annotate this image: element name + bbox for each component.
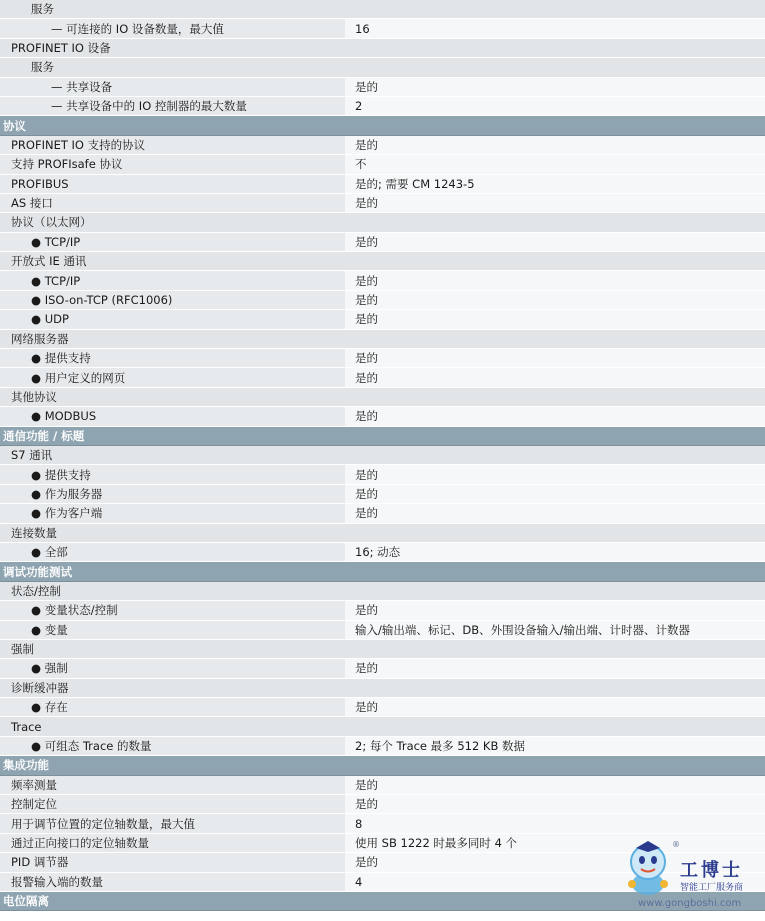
watermark-subtitle: 智能工厂服务商 xyxy=(680,883,744,893)
section-title: 调试功能测试 xyxy=(3,564,72,579)
spec-row xyxy=(0,601,765,620)
spec-label: 频率测量 xyxy=(11,777,57,792)
spec-row xyxy=(0,465,765,484)
spec-value: 4 xyxy=(345,873,765,891)
section-header xyxy=(0,756,765,775)
spec-row xyxy=(0,271,765,290)
section-title: 通信功能 / 标题 xyxy=(3,428,85,443)
group-header xyxy=(0,330,765,349)
group-title: S7 通讯 xyxy=(11,448,53,463)
spec-label: ● 变量 xyxy=(31,622,68,637)
spec-label: 通过正向接口的定位轴数量 xyxy=(11,835,149,850)
group-title: 服务 xyxy=(31,60,54,75)
spec-label: PID 调节器 xyxy=(11,855,69,870)
watermark-url: www.gongboshi.com xyxy=(638,898,742,909)
group-header xyxy=(0,252,765,271)
spec-row xyxy=(0,737,765,756)
group-title: 服务 xyxy=(31,2,54,17)
spec-value: 是的 xyxy=(345,659,765,677)
group-title: Trace xyxy=(11,719,42,734)
spec-row xyxy=(0,543,765,562)
group-header xyxy=(0,717,765,736)
spec-value: 输入/输出端、标记、DB、外围设备输入/输出端、计时器、计数器 xyxy=(345,621,765,639)
spec-row xyxy=(0,621,765,640)
group-title: PROFINET IO 设备 xyxy=(11,40,111,55)
section-header xyxy=(0,427,765,446)
spec-label: ● 作为客户端 xyxy=(31,506,103,521)
watermark-title: 工博士 xyxy=(680,860,743,881)
spec-label: PROFINET IO 支持的协议 xyxy=(11,137,146,152)
spec-label: ● 变量状态/控制 xyxy=(31,603,118,618)
group-header xyxy=(0,582,765,601)
spec-value: 2 xyxy=(345,97,765,115)
spec-row xyxy=(0,368,765,387)
group-header xyxy=(0,679,765,698)
group-title: 强制 xyxy=(11,642,34,657)
spec-value: 是的 xyxy=(345,795,765,813)
spec-label: ● 提供支持 xyxy=(31,351,91,366)
spec-value: 是的 xyxy=(345,310,765,328)
spec-row xyxy=(0,19,765,38)
spec-value: 16; 动态 xyxy=(345,543,765,561)
spec-row xyxy=(0,504,765,523)
spec-row xyxy=(0,291,765,310)
spec-value: 是的 xyxy=(345,776,765,794)
group-header xyxy=(0,58,765,77)
group-header xyxy=(0,213,765,232)
spec-row xyxy=(0,698,765,717)
spec-row xyxy=(0,485,765,504)
spec-value: 8 xyxy=(345,814,765,832)
spec-row xyxy=(0,407,765,426)
section-header xyxy=(0,562,765,581)
spec-value: 是的 xyxy=(345,465,765,483)
spec-label: 报警输入端的数量 xyxy=(11,874,103,889)
section-title: 电位隔离 xyxy=(3,894,49,909)
spec-row xyxy=(0,349,765,368)
group-title: 连接数量 xyxy=(11,525,57,540)
spec-row xyxy=(0,776,765,795)
spec-label: ● MODBUS xyxy=(31,409,97,424)
spec-label: — 共享设备中的 IO 控制器的最大数量 xyxy=(51,99,247,114)
spec-row xyxy=(0,155,765,174)
section-title: 集成功能 xyxy=(3,758,49,773)
section-title: 协议 xyxy=(3,118,26,133)
group-title: 其他协议 xyxy=(11,390,57,404)
spec-label: ● TCP/IP xyxy=(31,273,81,288)
spec-value: 是的 xyxy=(345,233,765,251)
spec-value: 是的 xyxy=(345,271,765,289)
spec-row xyxy=(0,78,765,97)
group-header xyxy=(0,446,765,465)
group-title: 诊断缓冲器 xyxy=(11,680,69,695)
spec-label: 支持 PROFIsafe 协议 xyxy=(11,157,123,172)
spec-value: 是的 xyxy=(345,368,765,386)
group-title: 网络服务器 xyxy=(11,331,69,346)
spec-value: 使用 SB 1222 时最多同时 4 个 xyxy=(345,834,765,852)
spec-label: ● 提供支持 xyxy=(31,467,91,482)
spec-row xyxy=(0,310,765,329)
spec-label: — 可连接的 IO 设备数量，最大值 xyxy=(51,21,224,36)
spec-value: 是的 xyxy=(345,78,765,96)
spec-value: 是的 xyxy=(345,136,765,154)
spec-value: 是的 xyxy=(345,407,765,425)
spec-label: AS 接口 xyxy=(11,196,53,211)
spec-row xyxy=(0,97,765,116)
spec-value: 是的 xyxy=(345,504,765,522)
spec-value: 是的 xyxy=(345,291,765,309)
spec-value: 16 xyxy=(345,19,765,37)
registered-mark: ® xyxy=(672,840,680,849)
spec-value: 2; 每个 Trace 最多 512 KB 数据 xyxy=(345,737,765,755)
spec-value: 是的 xyxy=(345,601,765,619)
spec-value: 是的 xyxy=(345,485,765,503)
section-header xyxy=(0,116,765,135)
spec-label: 控制定位 xyxy=(11,797,57,812)
spec-value: 是的 xyxy=(345,698,765,716)
group-title: 开放式 IE 通讯 xyxy=(11,254,87,269)
spec-value: 是的; 需要 CM 1243-5 xyxy=(345,175,765,193)
watermark-logo xyxy=(620,838,760,909)
spec-value: 是的 xyxy=(345,349,765,367)
group-title: 状态/控制 xyxy=(11,583,61,598)
group-header xyxy=(0,0,765,19)
group-header xyxy=(0,388,765,407)
robot-mascot-icon xyxy=(620,838,676,898)
group-header xyxy=(0,39,765,58)
spec-row xyxy=(0,659,765,678)
spec-value: 不 xyxy=(345,155,765,173)
spec-row xyxy=(0,795,765,814)
spec-label: ● UDP xyxy=(31,312,69,327)
spec-value: 是的 xyxy=(345,853,765,871)
spec-label: 用于调节位置的定位轴数量，最大值 xyxy=(11,816,195,831)
spec-label: ● 全部 xyxy=(31,545,68,560)
spec-label: ● 作为服务器 xyxy=(31,486,103,501)
spec-row xyxy=(0,233,765,252)
spec-row xyxy=(0,136,765,155)
spec-label: ● 用户定义的网页 xyxy=(31,370,126,385)
spec-label: ● 存在 xyxy=(31,700,68,715)
spec-label: ● TCP/IP xyxy=(31,234,81,249)
spec-label: ● 可组态 Trace 的数量 xyxy=(31,739,152,754)
spec-label: ● ISO-on-TCP (RFC1006) xyxy=(31,293,173,308)
group-title: 协议（以太网） xyxy=(11,215,92,230)
group-header xyxy=(0,524,765,543)
spec-label: PROFIBUS xyxy=(11,176,69,191)
spec-value: 是的 xyxy=(345,194,765,212)
spec-row xyxy=(0,194,765,213)
spec-label: — 共享设备 xyxy=(51,79,113,94)
group-header xyxy=(0,640,765,659)
spec-label: ● 强制 xyxy=(31,661,68,676)
spec-row xyxy=(0,175,765,194)
spec-row xyxy=(0,814,765,833)
